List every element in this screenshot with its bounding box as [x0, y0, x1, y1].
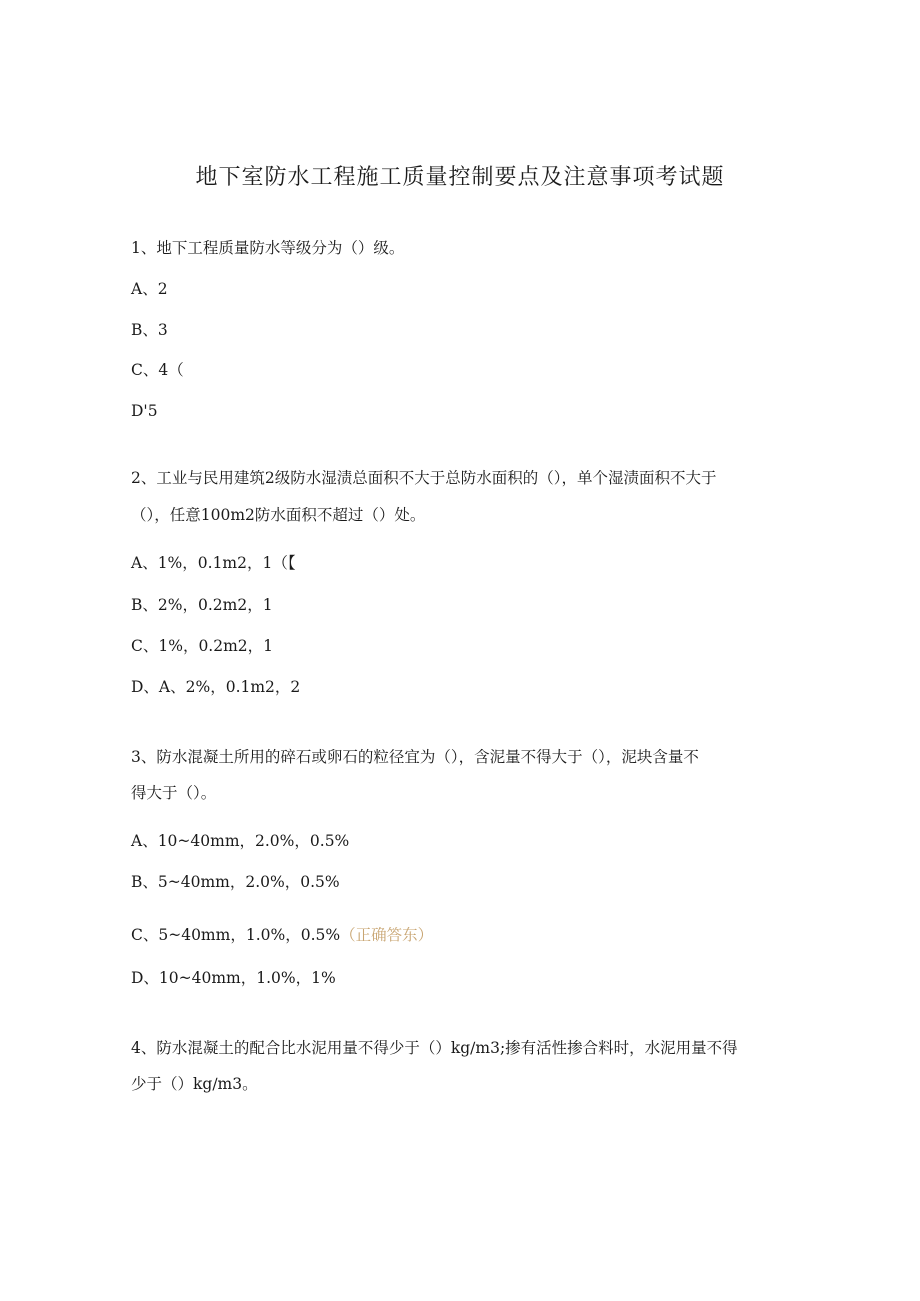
- question-3-option-d: D、10~40mm，1.0%，1%: [131, 969, 336, 987]
- question-1-option-a: A、2: [131, 280, 168, 298]
- question-2-option-d: D、A、2%，0.1m2，2: [131, 678, 301, 696]
- question-2-option-b: B、2%，0.2m2，1: [131, 596, 273, 614]
- exam-title: 地下室防水工程施工质量控制要点及注意事项考试题: [195, 165, 725, 190]
- question-1-option-c: C、4（: [131, 361, 184, 379]
- question-1-option-b: B、3: [131, 321, 168, 339]
- question-1-option-d: D'5: [131, 402, 158, 420]
- question-1-stem: 1、地下工程质量防水等级分为（）级。: [131, 239, 405, 257]
- question-2-stem-line-2: （），任意100m2防水面积不超过（）处。: [131, 506, 426, 524]
- correct-answer-mark: （正确答东）: [340, 926, 434, 944]
- question-3-option-c-text: C、5~40mm，1.0%，0.5%: [131, 926, 341, 944]
- question-3-stem-line-2: 得大于（）。: [131, 784, 217, 802]
- question-3-option-b: B、5~40mm，2.0%，0.5%: [131, 873, 340, 891]
- question-3-stem-line-1: 3、防水混凝土所用的碎石或卵石的粒径宜为（），含泥量不得大于（），泥块含量不: [131, 748, 699, 766]
- question-4-stem-line-2: 少于（）kg∕m3。: [131, 1075, 258, 1093]
- question-2-option-c: C、1%，0.2m2，1: [131, 637, 274, 655]
- question-3-option-a: A、10~40mm，2.0%，0.5%: [131, 832, 350, 850]
- question-4-stem-line-1: 4、防水混凝土的配合比水泥用量不得少于（）kg∕m3;掺有活性掺合料时，水泥用量不得: [131, 1039, 738, 1057]
- question-2-stem-line-1: 2、工业与民用建筑2级防水湿渍总面积不大于总防水面积的（），单个湿渍面积不大于: [131, 469, 717, 487]
- question-3-option-c: [131, 924, 433, 946]
- question-2-option-a: A、1%，0.1m2，1（【: [131, 554, 296, 572]
